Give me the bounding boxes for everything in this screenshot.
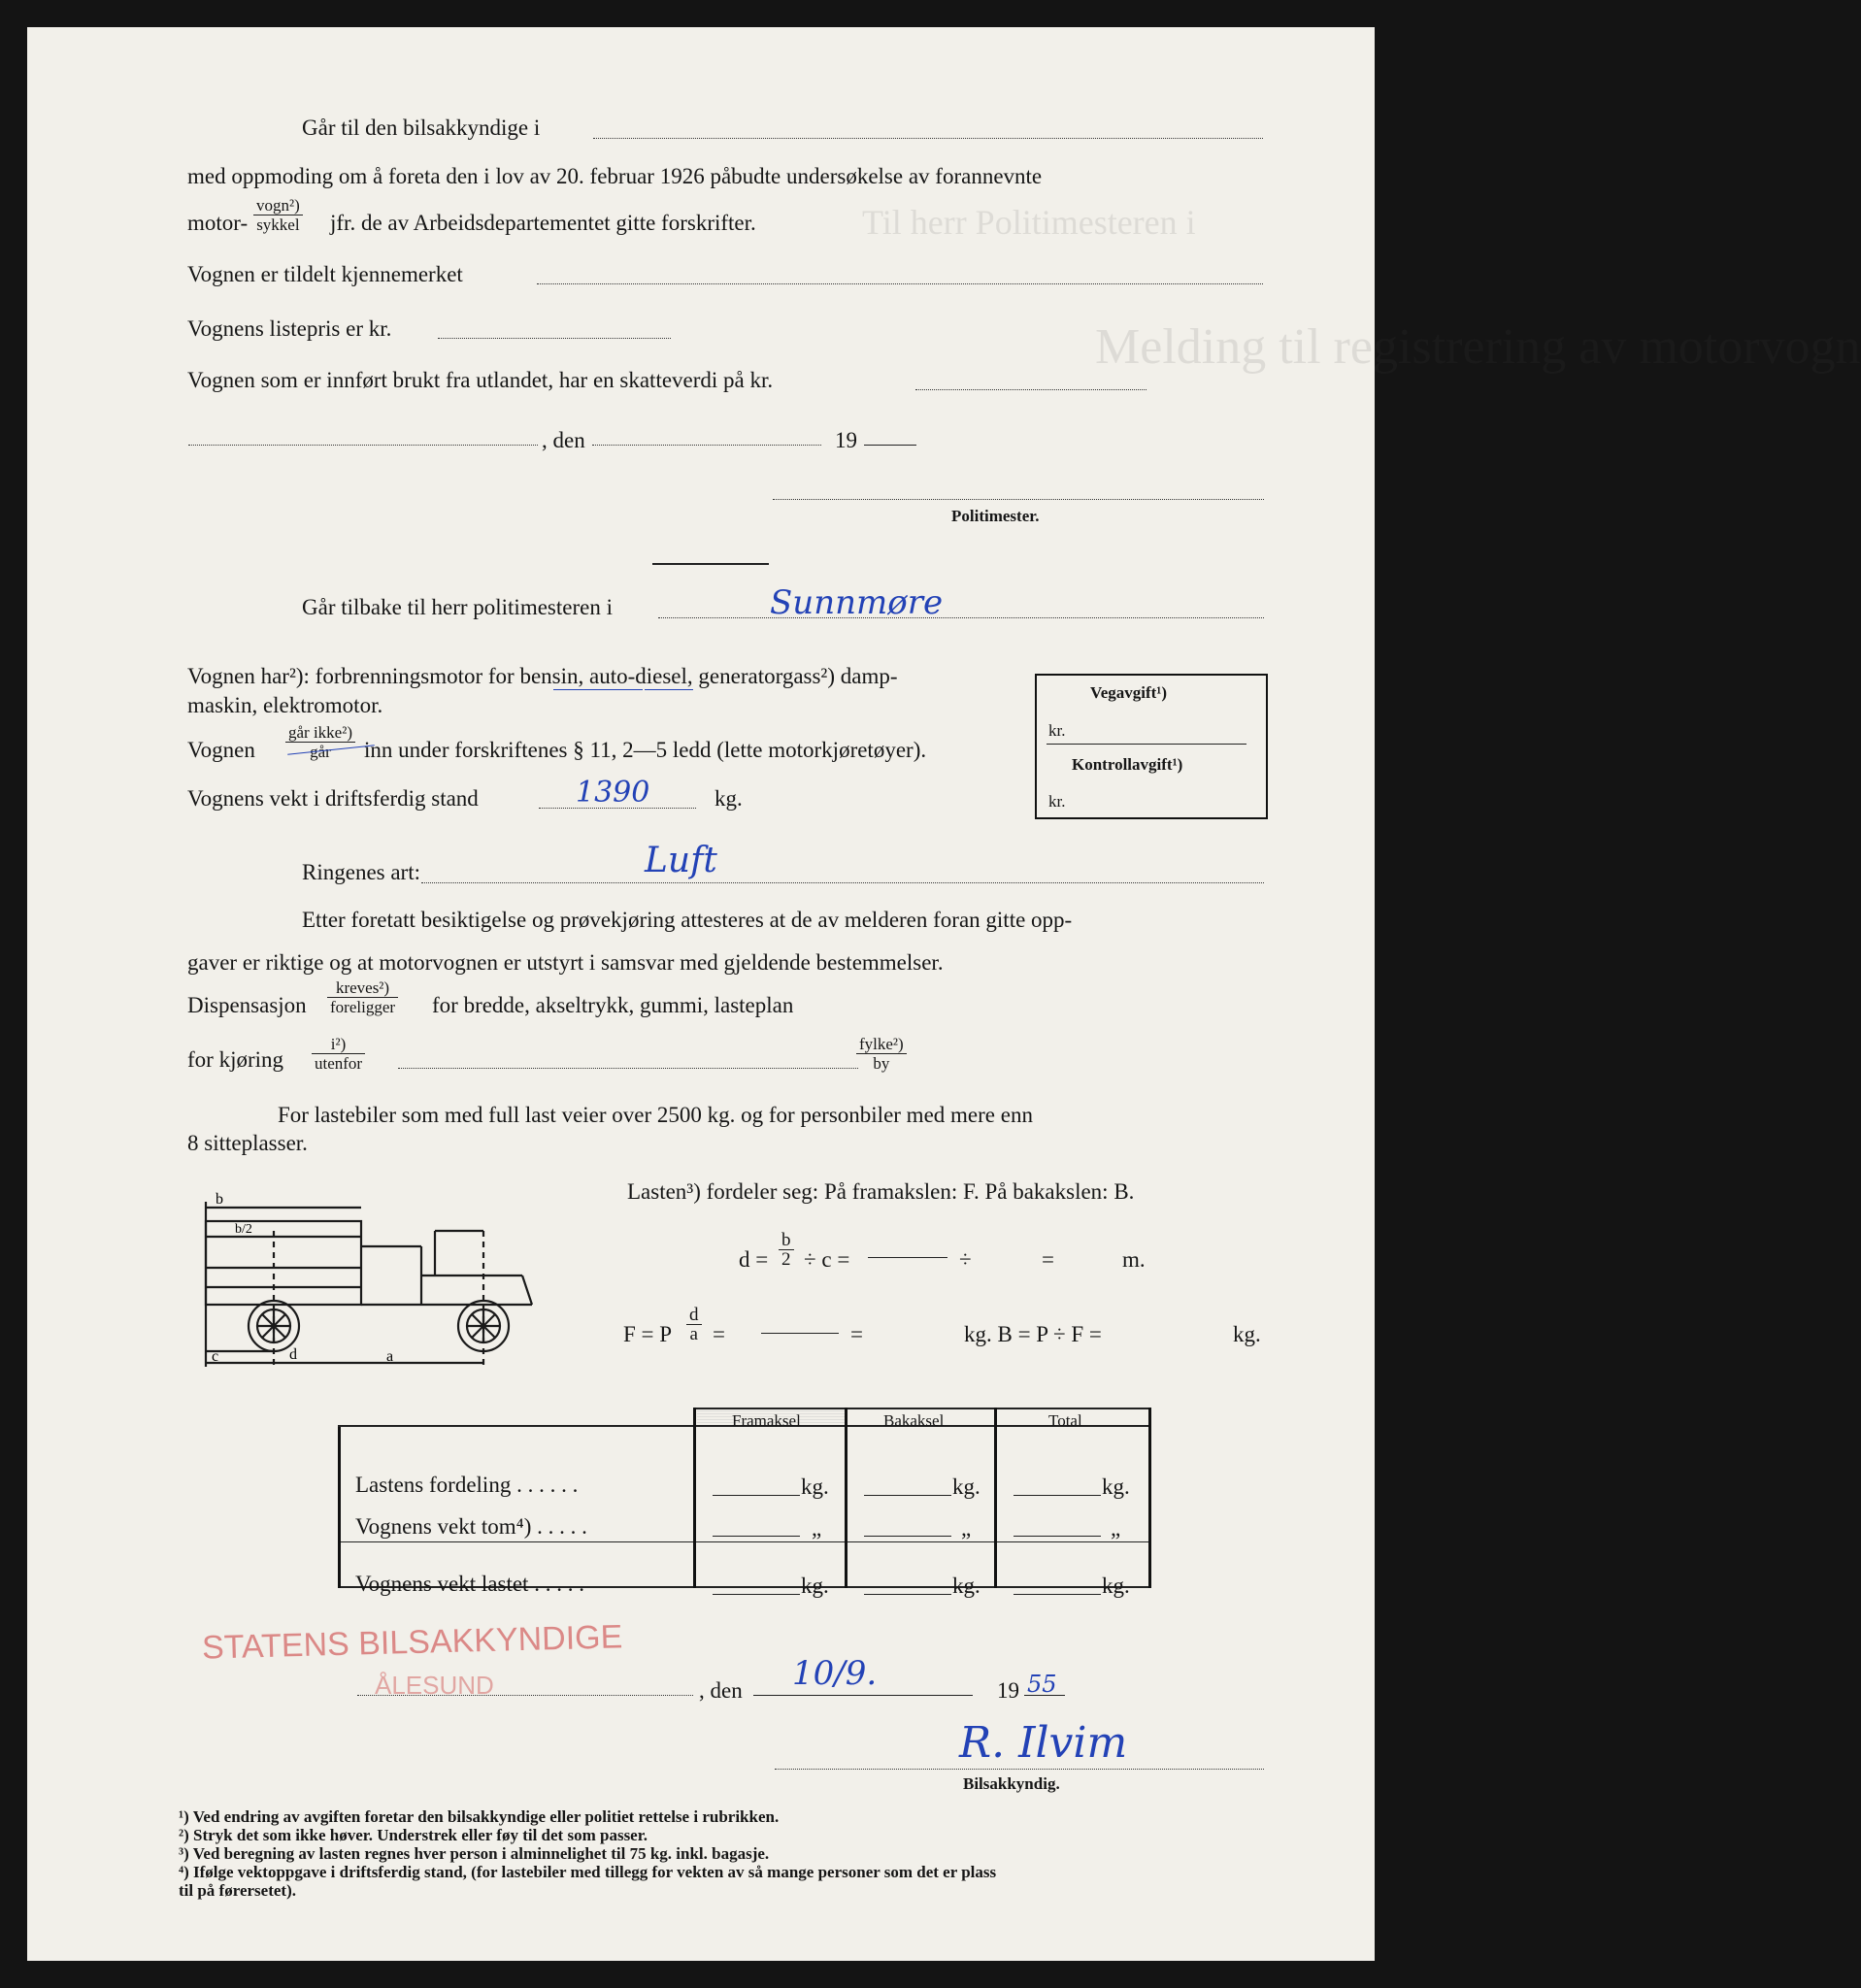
formula-b2-fraction: $\frac{b}{2}$ <box>779 1231 794 1269</box>
formula-equals: = <box>1042 1247 1054 1272</box>
kreves-fraction: kreves²) foreligger <box>327 978 398 1016</box>
control-fee-label: Kontrollavgift¹) <box>1072 755 1183 774</box>
row-label-empty: Vognens vekt tom⁴) . . . . . <box>355 1514 587 1539</box>
engine-type-line2: maskin, elektromotor. <box>187 693 383 717</box>
formula-kg-unit: kg. <box>1233 1322 1261 1346</box>
year-prefix-2: 19 <box>997 1678 1019 1703</box>
dispensation-items: for bredde, akseltrykk, gummi, lasteplan <box>432 993 794 1017</box>
dispensation-label: Dispensasjon <box>187 993 307 1017</box>
date-field[interactable] <box>592 445 821 446</box>
registration-field[interactable] <box>537 283 1263 284</box>
dim-label-d: d <box>289 1346 297 1363</box>
police-signature-line[interactable] <box>773 499 1264 500</box>
road-tax-kr: kr. <box>1048 721 1066 740</box>
underline-auto <box>645 689 693 690</box>
footnote-1: ¹) Ved endring av avgiften foretar den bilsakkyndige eller politiet rettelse i rubrikken. <box>179 1807 780 1826</box>
footnote-4-cont: til på førersetet). <box>179 1881 296 1900</box>
footnote-2: ²) Stryk det som ikke høver. Understrek eller føy til det som passer. <box>179 1826 648 1844</box>
formula-f-equals: = <box>713 1322 725 1346</box>
driving-label: for kjøring <box>187 1047 284 1072</box>
place-signature-field[interactable] <box>357 1695 693 1696</box>
stamp-line2: ÅLESUND <box>375 1671 494 1700</box>
show-through-text: Til herr Politimesteren i <box>862 203 1196 242</box>
dim-label-c: c <box>212 1348 219 1365</box>
cell-front-load[interactable] <box>713 1495 800 1496</box>
tax-value-field[interactable] <box>915 389 1147 390</box>
formula-m-unit: m. <box>1122 1247 1146 1272</box>
tyre-label: Ringenes art: <box>302 860 420 884</box>
handwritten-tyre: Luft <box>645 841 717 880</box>
date-field-2[interactable] <box>753 1695 973 1696</box>
place-field[interactable] <box>188 445 538 446</box>
handwritten-weight: 1390 <box>576 776 650 810</box>
unit: kg. <box>1102 1574 1130 1598</box>
formula-f-prefix: F = P <box>623 1322 673 1346</box>
dim-label-b: b <box>216 1191 223 1208</box>
section-divider <box>652 563 769 565</box>
inspector-title: Bilsakkyndig. <box>963 1774 1060 1793</box>
formula-minus: ÷ <box>959 1247 972 1272</box>
engine-type-line1: Vognen har²): forbrenningsmotor for bensin, auto-diesel, generatorgass²) damp- <box>187 664 898 688</box>
vehicle-label: Vognen <box>187 738 255 762</box>
date-label: , den <box>542 428 585 452</box>
row-label-loaded: Vognens vekt lastet . . . . . <box>355 1572 584 1596</box>
unit: „ <box>812 1516 822 1541</box>
col-header-rear: Bakaksel <box>883 1411 945 1430</box>
formula-blank-2[interactable] <box>761 1333 839 1334</box>
unit: kg. <box>801 1574 829 1598</box>
truck-diagram <box>192 1173 551 1367</box>
cell-total-loaded[interactable] <box>1014 1594 1101 1595</box>
weight-label: Vognens vekt i driftsferdig stand <box>187 786 479 811</box>
tax-value-label: Vognen som er innført brukt fra utlandet, har en skatteverdi på kr. <box>187 368 774 392</box>
year-field[interactable] <box>864 445 916 446</box>
tyre-field[interactable] <box>421 882 1264 883</box>
control-fee-kr: kr. <box>1048 792 1066 811</box>
request-text: med oppmoding om å foreta den i lov av 20. februar 1926 påbudte undersøkelse av forannevnte <box>187 164 1043 188</box>
handwritten-date: 10/9. <box>792 1654 878 1693</box>
unit: „ <box>1111 1516 1121 1541</box>
i-utenfor-fraction: i²) utenfor <box>312 1035 365 1073</box>
date-label-2: , den <box>699 1678 743 1703</box>
cell-front-loaded[interactable] <box>713 1594 800 1595</box>
cell-rear-load[interactable] <box>864 1495 951 1496</box>
col-header-front: Framaksel <box>732 1411 801 1430</box>
driving-field[interactable] <box>398 1068 858 1069</box>
regulation-text: jfr. de av Arbeidsdepartementet gitte forskrifter. <box>330 211 756 235</box>
cell-rear-empty[interactable] <box>864 1536 951 1537</box>
returned-label: Går tilbake til herr politimesteren i <box>302 595 613 619</box>
dim-label-a: a <box>386 1348 394 1365</box>
sent-to-field[interactable] <box>593 138 1263 139</box>
stamp-line1: STATENS BILSAKKYNDIGE <box>201 1618 623 1667</box>
motor-label: motor- <box>187 211 249 235</box>
formula-d-prefix: d = <box>739 1247 769 1272</box>
year-prefix: 19 <box>835 428 857 452</box>
vogn-sykkel-fraction: vogn²) sykkel <box>253 196 303 234</box>
attest-line1: Etter foretatt besiktigelse og prøvekjøring attesteres at de av melderen foran gitte opp- <box>302 908 1073 932</box>
cell-front-empty[interactable] <box>713 1536 800 1537</box>
formula-c: ÷ c = <box>804 1247 850 1272</box>
unit: kg. <box>1102 1474 1130 1499</box>
unit: „ <box>961 1516 972 1541</box>
registration-label: Vognen er tildelt kjennemerket <box>187 262 463 286</box>
handwritten-signature: R. Ilvim <box>959 1718 1128 1768</box>
list-price-label: Vognens listepris er kr. <box>187 316 392 341</box>
sent-to-label: Går til den bilsakkyndige i <box>302 116 541 140</box>
inspector-signature-line[interactable] <box>775 1769 1264 1770</box>
underline-bensin <box>553 689 643 690</box>
light-vehicle-text: inn under forskriftenes § 11, 2—5 ledd (lette motorkjøretøyer). <box>364 738 927 762</box>
attest-line2: gaver er riktige og at motorvognen er utstyrt i samsvar med gjeldende bestemmelser. <box>187 950 944 975</box>
truck-note-line2: 8 sitteplasser. <box>187 1131 308 1155</box>
handwritten-place: Sunnmøre <box>770 583 944 622</box>
police-title: Politimester. <box>951 507 1040 525</box>
dim-label-b2: b/2 <box>235 1222 252 1237</box>
formula-f-equals-2: = <box>850 1322 863 1346</box>
handwritten-year: 55 <box>1027 1671 1057 1698</box>
load-distribution-heading: Lasten³) fordeler seg: På framakslen: F. På bakakslen: B. <box>627 1179 1135 1204</box>
truck-note-line1: For lastebiler som med full last veier over 2500 kg. og for personbiler med mere enn <box>278 1103 1033 1127</box>
footnote-3: ³) Ved beregning av lasten regnes hver person i alminnelighet til 75 kg. inkl. bagasje. <box>179 1844 770 1863</box>
cell-rear-loaded[interactable] <box>864 1594 951 1595</box>
road-tax-label: Vegavgift¹) <box>1090 683 1168 702</box>
col-header-total: Total <box>1048 1411 1082 1430</box>
list-price-field[interactable] <box>438 338 671 339</box>
formula-da-fraction: $\frac{d}{a}$ <box>686 1306 702 1343</box>
unit: kg. <box>952 1474 980 1499</box>
cell-total-load[interactable] <box>1014 1495 1101 1496</box>
form-sheet <box>27 27 1861 1961</box>
show-through-text: Melding til registrering av motorvogn <box>1095 319 1861 375</box>
formula-b-part: kg. B = P ÷ F = <box>964 1322 1102 1346</box>
row-label-load: Lastens fordeling . . . . . . <box>355 1473 579 1497</box>
returned-field[interactable] <box>658 617 1264 618</box>
formula-blank-1[interactable] <box>868 1257 947 1258</box>
unit: kg. <box>952 1574 980 1598</box>
cell-total-empty[interactable] <box>1014 1536 1101 1537</box>
gar-fraction: går ikke²) går <box>285 723 355 761</box>
footnote-4: ⁴) Ifølge vektoppgave i driftsferdig stand, (for lastebiler med tillegg for vekten av så mange personer som det er plass <box>179 1863 997 1881</box>
weight-unit: kg. <box>714 786 743 811</box>
fylke-by-fraction: fylke²) by <box>856 1035 907 1073</box>
unit: kg. <box>801 1474 829 1499</box>
fee-box <box>1035 674 1268 819</box>
fee-box-divider <box>1047 744 1246 745</box>
